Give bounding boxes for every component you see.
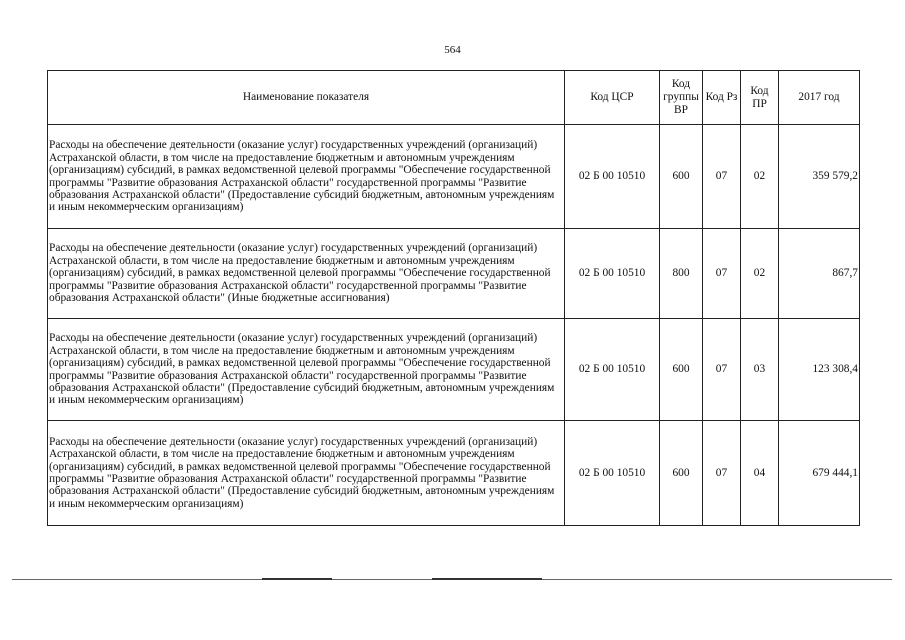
row-vr-code: 600 bbox=[660, 421, 703, 526]
table-header-row bbox=[48, 71, 860, 125]
header-pr-code: Код ПР bbox=[741, 71, 779, 125]
row-amount: 679 444,1 bbox=[779, 421, 860, 526]
row-amount: 867,7 bbox=[779, 229, 860, 319]
row-rz-code: 07 bbox=[703, 125, 741, 229]
footer-divider-accent bbox=[432, 578, 542, 580]
row-vr-code: 600 bbox=[660, 319, 703, 421]
footer-divider-accent bbox=[262, 578, 332, 580]
row-rz-code: 07 bbox=[703, 319, 741, 421]
row-indicator-name: Расходы на обеспечение деятельности (оказание услуг) государственных учреждений (организаций) Астраханской области, в том числе на предоставление бюджетным и автономным учреждениям (организациям) субсидий, в рамках ведомственной целевой программы "Обеспечение государственной программы "Развитие образования Астраханской области" государственной программы "Развитие образования Астраханской области" (Иные бюджетные ассигнования) bbox=[48, 229, 565, 319]
table-row bbox=[48, 125, 860, 229]
row-vr-code: 600 bbox=[660, 125, 703, 229]
row-amount: 359 579,2 bbox=[779, 125, 860, 229]
header-year-2017: 2017 год bbox=[779, 71, 860, 125]
row-csr-code: 02 Б 00 10510 bbox=[565, 229, 660, 319]
row-vr-code: 800 bbox=[660, 229, 703, 319]
header-rz-code: Код Рз bbox=[703, 71, 741, 125]
row-amount: 123 308,4 bbox=[779, 319, 860, 421]
row-rz-code: 07 bbox=[703, 421, 741, 526]
table-row bbox=[48, 319, 860, 421]
row-pr-code: 02 bbox=[741, 125, 779, 229]
row-pr-code: 03 bbox=[741, 319, 779, 421]
row-indicator-name: Расходы на обеспечение деятельности (оказание услуг) государственных учреждений (организаций) Астраханской области, в том числе на предоставление бюджетным и автономным учреждениям (организациям) субсидий, в рамках ведомственной целевой программы "Обеспечение государственной программы "Развитие образования Астраханской области" государственной программы "Развитие образования Астраханской области" (Предоставление субсидий бюджетным, автономным учреждениям и иным некоммерческим организациям) bbox=[48, 125, 565, 229]
row-rz-code: 07 bbox=[703, 229, 741, 319]
header-indicator-name: Наименование показателя bbox=[48, 71, 565, 125]
table-row bbox=[48, 421, 860, 526]
row-csr-code: 02 Б 00 10510 bbox=[565, 319, 660, 421]
footer-divider bbox=[12, 579, 892, 580]
row-indicator-name: Расходы на обеспечение деятельности (оказание услуг) государственных учреждений (организаций) Астраханской области, в том числе на предоставление бюджетным и автономным учреждениям (организациям) субсидий, в рамках ведомственной целевой программы "Обеспечение государственной программы "Развитие образования Астраханской области" государственной программы "Развитие образования Астраханской области" (Предоставление субсидий бюджетным, автономным учреждениям и иным некоммерческим организациям) bbox=[48, 421, 565, 526]
table-row bbox=[48, 229, 860, 319]
row-pr-code: 04 bbox=[741, 421, 779, 526]
row-indicator-name: Расходы на обеспечение деятельности (оказание услуг) государственных учреждений (организаций) Астраханской области, в том числе на предоставление бюджетным и автономным учреждениям (организациям) субсидий, в рамках ведомственной целевой программы "Обеспечение государственной программы "Развитие образования Астраханской области" государственной программы "Развитие образования Астраханской области" (Предоставление субсидий бюджетным, автономным учреждениям и иным некоммерческим организациям) bbox=[48, 319, 565, 421]
budget-table bbox=[47, 70, 860, 526]
page-number: 564 bbox=[444, 44, 461, 56]
row-csr-code: 02 Б 00 10510 bbox=[565, 125, 660, 229]
row-pr-code: 02 bbox=[741, 229, 779, 319]
header-vr-group-code: Код группы ВР bbox=[660, 71, 703, 125]
row-csr-code: 02 Б 00 10510 bbox=[565, 421, 660, 526]
header-csr-code: Код ЦСР bbox=[565, 71, 660, 125]
